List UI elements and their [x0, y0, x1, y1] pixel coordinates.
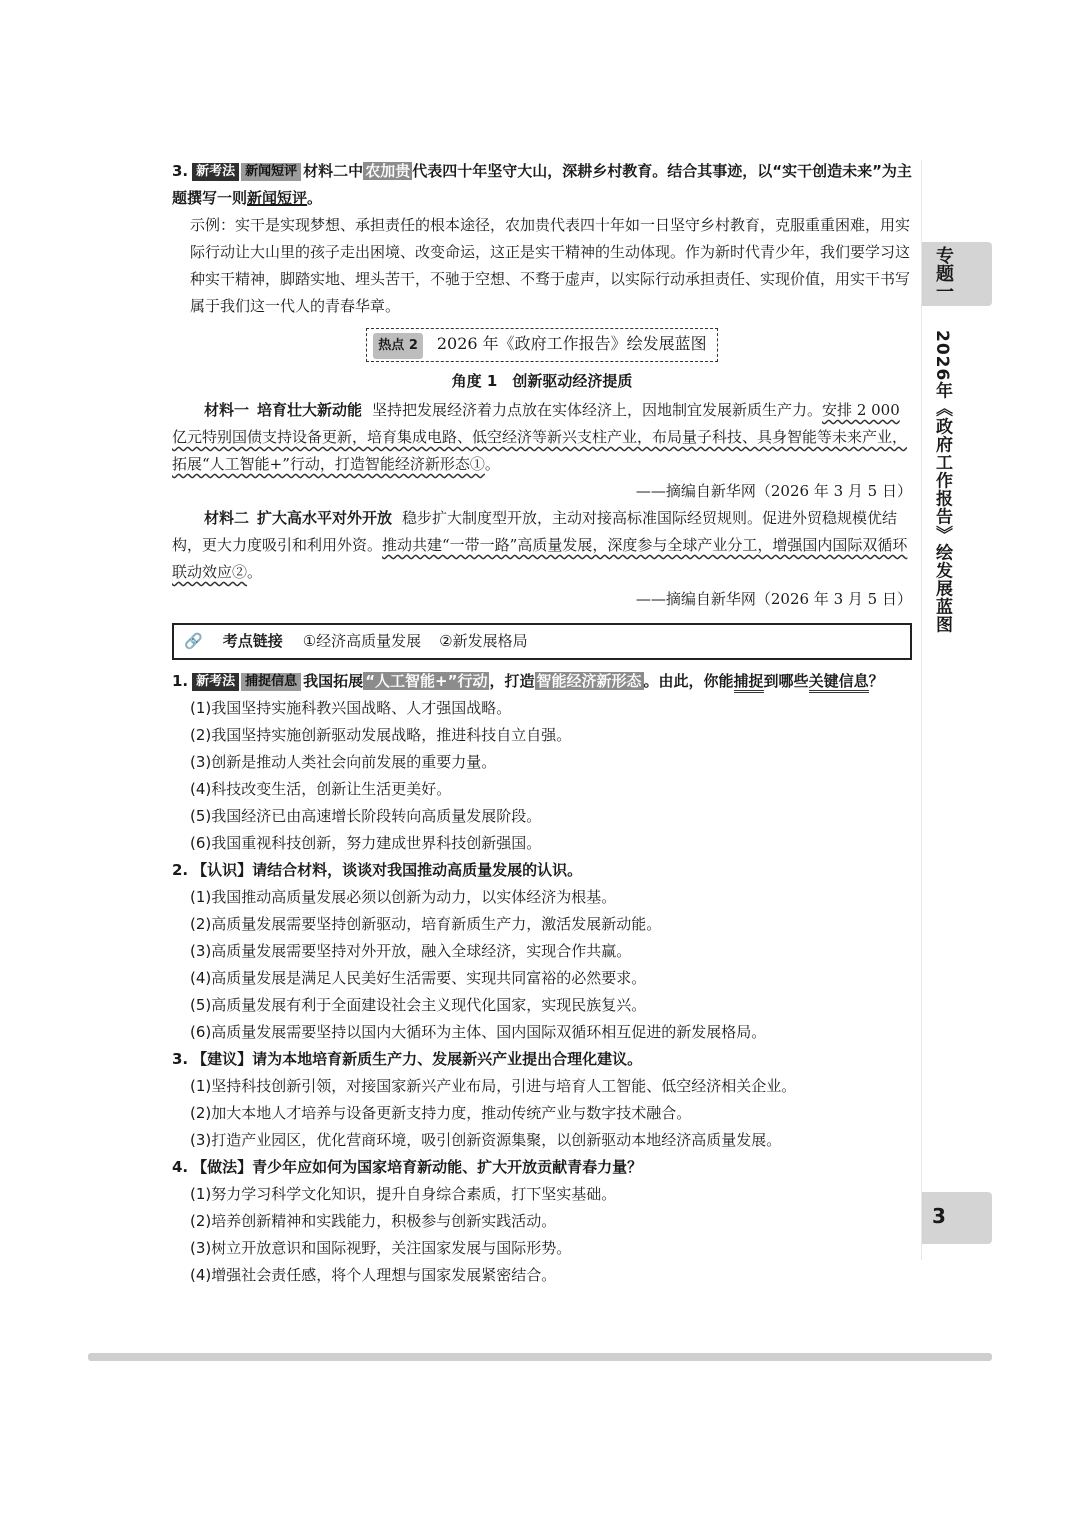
answer-item: (1)我国坚持实施科教兴国战略、人才强国战略。: [190, 699, 512, 717]
answer-item: (4)高质量发展是满足人民美好生活需要、实现共同富裕的必然要求。: [190, 969, 647, 987]
material-1: 材料一 培育壮大新动能 坚持把发展经济着力点放在实体经济上，因地制宜发展新质生产力。安排 2 000 亿元特别国债支持设备更新，培育集成电路、低空经济等新兴支柱产业，布局量子科技、具身智能等未来产业，拓展“人工智能+”行动，打造智能经济新形态①。: [172, 401, 908, 473]
answer-item: (3)创新是推动人类社会向前发展的重要力量。: [190, 753, 497, 771]
question-number: 4.: [172, 1158, 189, 1176]
question-number: 3.: [172, 1050, 189, 1068]
margin-line: [921, 160, 922, 1260]
answer-item: (2)加大本地人才培养与设备更新支持力度，推动传统产业与数字技术融合。: [190, 1104, 692, 1122]
link-icon: 🔗: [184, 632, 203, 650]
answer-item: (6)高质量发展需要坚持以国内大循环为主体、国内国际双循环相互促进的新发展格局。: [190, 1023, 767, 1041]
answer-item: (6)我国重视科技创新，努力建成世界科技创新强国。: [190, 834, 542, 852]
answer-item: (1)坚持科技创新引领，对接国家新兴产业布局，引进与培育人工智能、低空经济相关企业。: [190, 1077, 797, 1095]
hotspot-box: [366, 328, 717, 362]
material-label: 材料一: [204, 401, 250, 419]
answer-item: (5)我国经济已由高速增长阶段转向高质量发展阶段。: [190, 807, 542, 825]
material-theme: 培育壮大新动能: [257, 401, 363, 419]
running-title: 2026年《政府工作报告》绘发展蓝图: [932, 330, 952, 634]
material-label: 材料二: [204, 509, 250, 527]
knowledge-point-label: 考点链接: [222, 632, 283, 650]
underlined-term: 新闻短评: [247, 189, 308, 207]
page-content: [172, 158, 912, 1289]
wavy-underlined-text: 推动共建“一带一路”高质量发展，深度参与全球产业分工，增强国内国际双循环联动效应②: [172, 536, 908, 581]
answer-item: (4)科技改变生活，创新让生活更美好。: [190, 780, 452, 798]
question-number: 3.: [172, 162, 189, 180]
question-stem: 2. 【认识】请结合材料，谈谈对我国推动高质量发展的认识。: [172, 861, 583, 879]
type-tag: 捕捉信息: [241, 673, 301, 691]
answer-item: (5)高质量发展有利于全面建设社会主义现代化国家，实现民族复兴。: [190, 996, 647, 1014]
page-number: 3: [932, 1204, 946, 1228]
knowledge-point-item: ②新发展格局: [439, 632, 528, 650]
highlight: 智能经济新形态: [536, 672, 642, 690]
question-3-prev: [172, 158, 912, 320]
answer-item: (2)培养创新精神和实践能力，积极参与创新实践活动。: [190, 1212, 557, 1230]
type-tag: 新闻短评: [241, 163, 301, 181]
answer-item: (2)高质量发展需要坚持创新驱动，培育新质生产力，激活发展新动能。: [190, 915, 662, 933]
question-2: [172, 857, 912, 1046]
question-1: [172, 668, 912, 857]
method-tag: 新考法: [192, 673, 239, 691]
answer-item: (3)树立开放意识和国际视野，关注国家发展与国际形势。: [190, 1239, 572, 1257]
material-source: ——摘编自新华网（2026 年 3 月 5 日）: [635, 482, 912, 500]
answer-item: (3)打造产业园区，优化营商环境，吸引创新资源集聚，以创新驱动本地经济高质量发展。: [190, 1131, 782, 1149]
answer-item: (2)我国坚持实施创新驱动发展战略，推进科技自立自强。: [190, 726, 572, 744]
answer-text: 示例：实干是实现梦想、承担责任的根本途径，农加贵代表四十年如一日坚守乡村教育，克服重重困难，用实际行动让大山里的孩子走出困境、改变命运，这正是实干精神的生动体现。作为新时代青少年，我们要学习这种实干精神，脚踏实地、埋头苦干，不驰于空想、不骛于虚声，以实际行动承担责任、实现价值，用实干书写属于我们这一代人的青春华章。: [190, 216, 911, 315]
question-number: 2.: [172, 861, 189, 879]
angle-heading: 角度 1 创新驱动经济提质: [451, 372, 633, 390]
question-stem: 4. 【做法】青少年应如何为国家培育新动能、扩大开放贡献青春力量？: [172, 1158, 643, 1176]
double-underlined-term: 捕捉: [734, 672, 764, 693]
material-2: 材料二 扩大高水平对外开放 稳步扩大制度型开放，主动对接高标准国际经贸规则。促进外贸稳规模优结构，更大力度吸引和利用外资。推动共建“一带一路”高质量发展，深度参与全球产业分工，增强国内国际双循环联动效应②。: [172, 509, 908, 581]
highlight: “人工智能+”行动: [365, 672, 488, 690]
question-4: [172, 1154, 912, 1289]
bottom-divider: [88, 1353, 992, 1361]
question-3: [172, 1046, 912, 1154]
topic-tab-label: 专题一: [933, 246, 954, 300]
material-source: ——摘编自新华网（2026 年 3 月 5 日）: [635, 590, 912, 608]
answer-item: (1)努力学习科学文化知识，提升自身综合素质，打下坚实基础。: [190, 1185, 617, 1203]
hotspot-header: [172, 328, 912, 362]
highlight: 农加贵: [365, 162, 411, 180]
double-underlined-term: 关键信息: [809, 672, 869, 693]
question-stem: 1. 新考法 捕捉信息 我国拓展 “人工智能+”行动 ，打造 智能经济新形态 。由此，你能捕捉到哪些关键信息？: [172, 668, 912, 695]
knowledge-point-box: [172, 623, 912, 660]
knowledge-point-item: ①经济高质量发展: [302, 632, 422, 650]
question-number: 1.: [172, 672, 189, 690]
wavy-underlined-text: 安排 2 000 亿元特别国债支持设备更新，培育集成电路、低空经济等新兴支柱产业，布局量子科技、具身智能等未来产业，拓展“人工智能+”行动，打造智能经济新形态①: [172, 401, 908, 473]
method-tag: 新考法: [192, 163, 239, 181]
hotspot-badge: 热点 2: [373, 333, 423, 359]
question-stem: 3. 【建议】请为本地培育新质生产力、发展新兴产业提出合理化建议。: [172, 1050, 643, 1068]
question-stem: 3. 新考法 新闻短评 材料二中 农加贵 代表四十年坚守大山，深耕乡村教育。结合其事迹，以“实干创造未来”为主题撰写一则新闻短评。: [172, 162, 912, 207]
material-theme: 扩大高水平对外开放: [257, 509, 393, 527]
answer-item: (3)高质量发展需要坚持对外开放，融入全球经济，实现合作共赢。: [190, 942, 632, 960]
answer-item: (4)增强社会责任感，将个人理想与国家发展紧密结合。: [190, 1266, 557, 1284]
answer-item: (1)我国推动高质量发展必须以创新为动力，以实体经济为根基。: [190, 888, 617, 906]
hotspot-title: 2026 年《政府工作报告》绘发展蓝图: [436, 334, 707, 353]
